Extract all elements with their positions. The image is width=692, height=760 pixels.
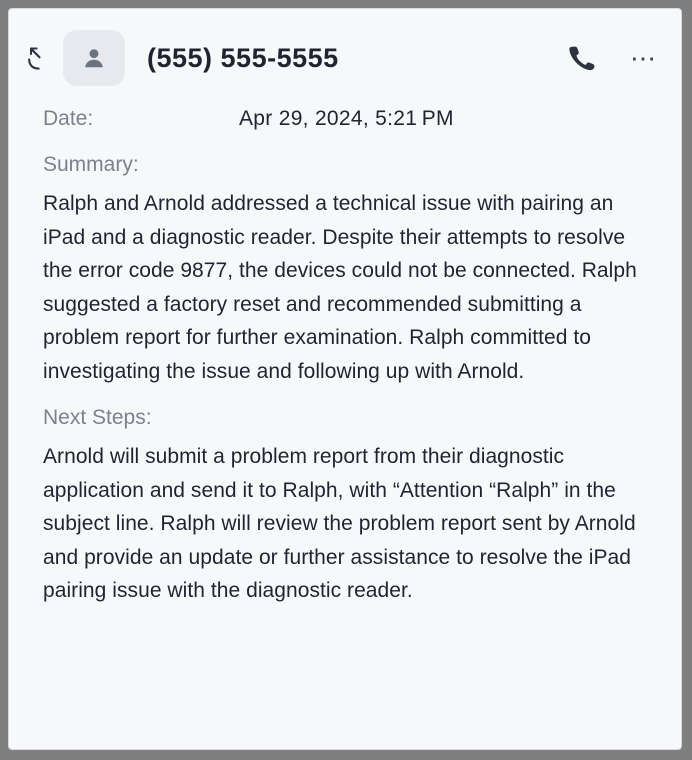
more-options-icon[interactable]: ⋯ [630, 43, 658, 73]
expand-arrow-icon[interactable] [25, 44, 53, 72]
avatar [63, 30, 125, 86]
summary-text: Ralph and Arnold addressed a technical issue with pairing an iPad and a diagnostic reader. Despite their attempts to resolve the error code 9877, the devices could not be connected. Ralph suggested a factory reset and recommended submitting a problem report for further examination. Ralph committed to investigating the issue and following up with Arnold. [43, 192, 637, 383]
phone-number: (555) 555-5555 [147, 42, 339, 73]
date-value: Apr 29, 2024, 5:21 PM [239, 107, 454, 130]
call-summary-body [9, 107, 681, 608]
person-avatar-icon [81, 45, 107, 71]
phone-handset-icon[interactable] [565, 41, 599, 75]
next-steps-text: Arnold will submit a problem report from their diagnostic application and send it to Ralph, with “Attention “Ralph” in the subject line. Ralph will review the problem report sent by Arnold and provide an update or further assistance to resolve the iPad pairing issue with the diagnostic reader. [43, 445, 636, 602]
next-steps-label: Next Steps: [43, 406, 152, 429]
call-summary-panel [8, 8, 682, 750]
date-label: Date: [43, 107, 94, 130]
date-row [43, 107, 647, 131]
call-header [9, 9, 681, 107]
summary-label: Summary: [43, 153, 139, 176]
